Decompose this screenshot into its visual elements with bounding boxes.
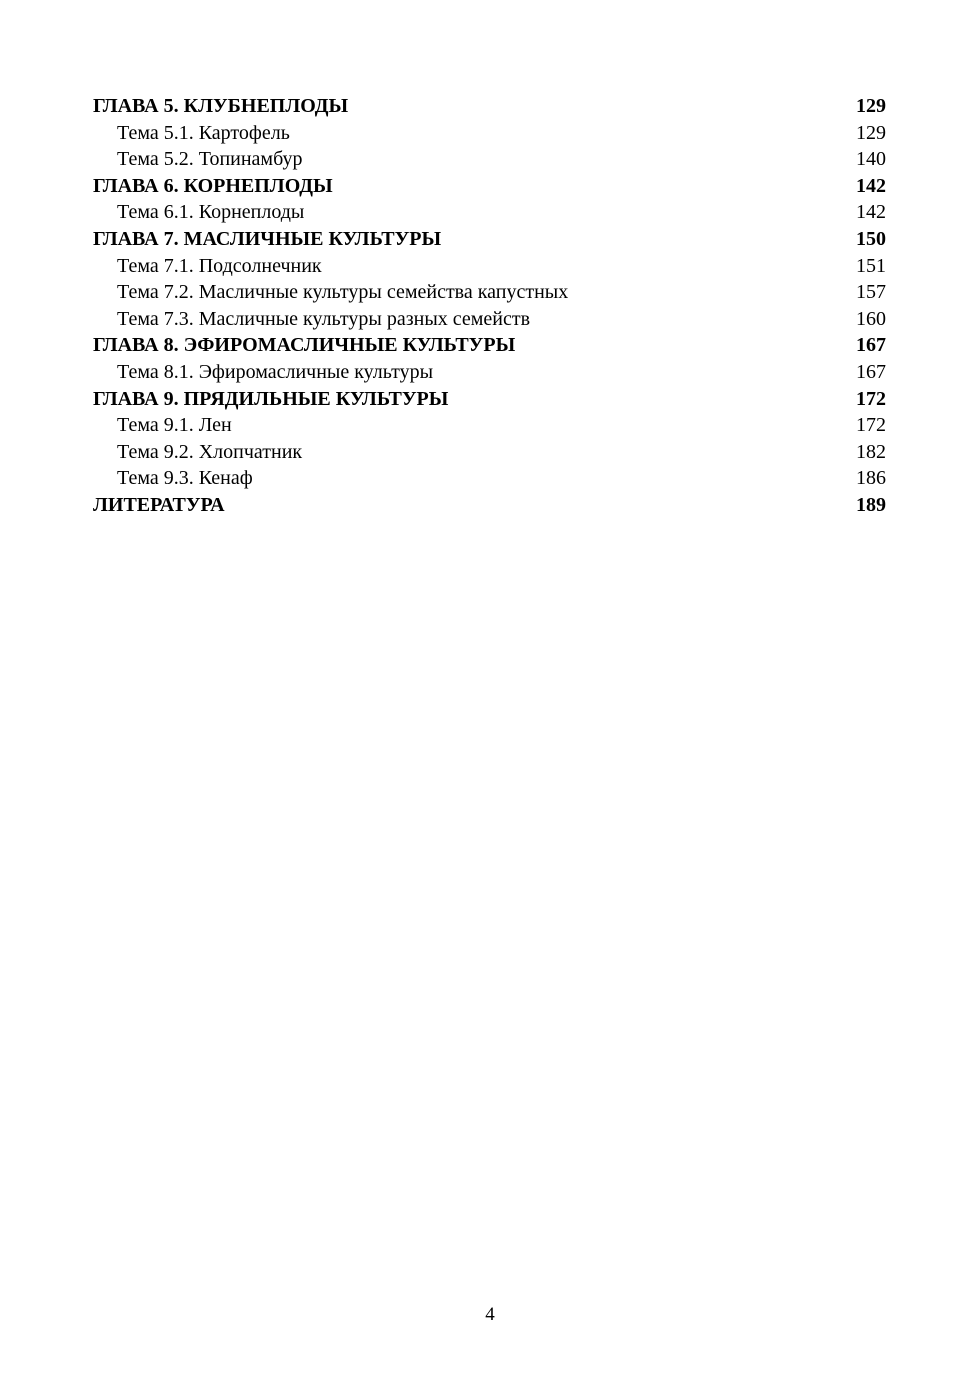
toc-topic-entry[interactable] — [93, 412, 886, 439]
toc-topic-entry[interactable] — [93, 146, 886, 173]
toc-entry-title: Тема 6.1. Корнеплоды — [117, 201, 305, 224]
toc-topic-entry[interactable] — [93, 199, 886, 226]
toc-entry-page: 189 — [856, 493, 886, 516]
toc-topic-entry[interactable] — [93, 439, 886, 466]
toc-topic-entry[interactable] — [93, 306, 886, 333]
toc-entry-title: ГЛАВА 6. КОРНЕПЛОДЫ — [93, 174, 333, 197]
toc-chapter-entry[interactable] — [93, 492, 886, 519]
toc-entry-title: Тема 7.3. Масличные культуры разных семейств — [117, 307, 531, 330]
toc-entry-page: 172 — [856, 387, 886, 410]
toc-entry-title: ГЛАВА 8. ЭФИРОМАСЛИЧНЫЕ КУЛЬТУРЫ — [93, 334, 516, 357]
toc-entry-page: 142 — [856, 201, 886, 224]
toc-entry-title: Тема 9.1. Лен — [117, 414, 232, 437]
toc-entry-title: Тема 7.2. Масличные культуры семейства капустных — [117, 281, 569, 304]
toc-chapter-entry[interactable] — [93, 173, 886, 200]
table-of-contents — [93, 93, 886, 519]
toc-entry-title: Тема 9.3. Кенаф — [117, 467, 253, 490]
toc-entry-page: 167 — [856, 334, 886, 357]
toc-entry-title: ЛИТЕРАТУРА — [93, 493, 225, 516]
toc-entry-page: 140 — [856, 148, 886, 171]
toc-entry-title: Тема 8.1. Эфиромасличные культуры — [117, 360, 434, 383]
toc-topic-entry[interactable] — [93, 253, 886, 280]
toc-entry-page: 172 — [856, 414, 886, 437]
page-number: 4 — [485, 1304, 495, 1325]
toc-entry-title: Тема 9.2. Хлопчатник — [117, 440, 303, 463]
toc-entry-page: 129 — [856, 121, 886, 144]
toc-chapter-entry[interactable] — [93, 332, 886, 359]
toc-chapter-entry[interactable] — [93, 93, 886, 120]
toc-topic-entry[interactable] — [93, 465, 886, 492]
toc-entry-page: 167 — [856, 360, 886, 383]
toc-entry-title: ГЛАВА 7. МАСЛИЧНЫЕ КУЛЬТУРЫ — [93, 227, 442, 250]
toc-entry-page: 157 — [856, 281, 886, 304]
toc-entry-page: 129 — [856, 95, 886, 117]
toc-entry-page: 150 — [856, 227, 886, 250]
toc-entry-page: 142 — [856, 174, 886, 197]
toc-entry-title: Тема 5.2. Топинамбур — [117, 148, 303, 171]
toc-chapter-entry[interactable] — [93, 386, 886, 413]
toc-entry-page: 186 — [856, 467, 886, 490]
toc-entry-page: 151 — [856, 254, 886, 277]
toc-topic-entry[interactable] — [93, 359, 886, 386]
toc-entry-title: ГЛАВА 5. КЛУБНЕПЛОДЫ — [93, 95, 349, 117]
toc-entry-page: 182 — [856, 440, 886, 463]
toc-entry-page: 160 — [856, 307, 886, 330]
toc-entry-title: Тема 7.1. Подсолнечник — [117, 254, 322, 277]
toc-entry-title: ГЛАВА 9. ПРЯДИЛЬНЫЕ КУЛЬТУРЫ — [93, 387, 449, 410]
toc-topic-entry[interactable] — [93, 279, 886, 306]
toc-chapter-entry[interactable] — [93, 226, 886, 253]
toc-entry-title: Тема 5.1. Картофель — [117, 121, 290, 144]
toc-topic-entry[interactable] — [93, 120, 886, 147]
